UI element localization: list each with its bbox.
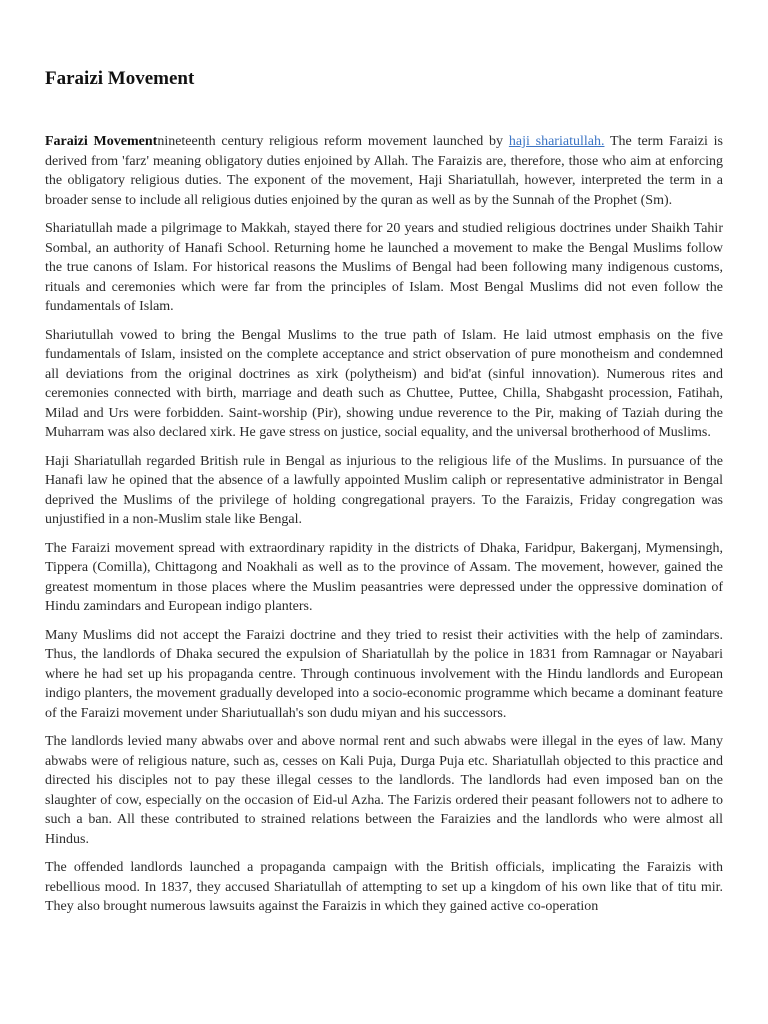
- paragraph-british-rule: Haji Shariatullah regarded British rule in Bengal as injurious to the religious life of the Muslims. In pursuance of the Hanafi law he opined that the absence of a lawfully appointed Muslim caliph or representative administrator in Bengal deprived the Muslims of the privilege of holding congregational prayers. To the Faraizis, Friday congregation was unjustified in a non-Muslim stale like Bengal.: [45, 453, 723, 527]
- article-title: Faraizi Movement: [45, 68, 195, 89]
- paragraph-propaganda: The offended landlords launched a propaganda campaign with the British officials, implicating the Faraizis with rebellious mood. In 1837, they accused Shariatullah of attempting to set up a kingdom of his own like that of titu mir. They also brought numerous lawsuits against the Faraizis in which they gained active co-operation: [45, 860, 723, 914]
- lead-term: Faraizi Movement: [45, 134, 158, 149]
- intro-text-before-link: nineteenth century religious reform movement launched by: [157, 134, 509, 149]
- haji-shariatullah-link[interactable]: haji shariatullah.: [508, 134, 605, 149]
- paragraph-abwabs: The landlords levied many abwabs over and above normal rent and such abwabs were illegal in the eyes of law. Many abwabs were of religious nature, such as, cesses on Kali Puja, Durga Puja etc. Shariatullah objected to this practice and directed his disciples not to pay these illegal cesses to the landlords. The landlords had even imposed ban on the slaughter of cow, especially on the occasion of Eid-ul Azha. The Farizis ordered their peasant followers not to adhere to such a ban. All these contributed to strained relations between the Faraizies and the landlords who were almost all Hindus.: [45, 734, 723, 847]
- paragraph-spread: The Faraizi movement spread with extraordinary rapidity in the districts of Dhaka, Faridpur, Bakerganj, Mymensingh, Tippera (Comilla), Chittagong and Noakhali as well as to the province of Assam. The movement, however, gained the greatest momentum in those places where the Muslim peasantries were depressed under the oppressive domination of Hindu zamindars and European indigo planters.: [45, 540, 723, 614]
- paragraph-resistance: Many Muslims did not accept the Faraizi doctrine and they tried to resist their activities with the help of zamindars. Thus, the landlords of Dhaka secured the expulsion of Shariatullah by the police in 1831 from Ramnagar or Nayabari where he had set up his propaganda centre. Through continuous involvement with the Hindu landlords and European indigo planters, the movement gradually developed into a socio-economic programme which became a dominant feature of the Faraizi movement under Shariutuallah's son dudu miyan and his successors.: [45, 627, 723, 721]
- paragraph-pilgrimage: Shariatullah made a pilgrimage to Makkah, stayed there for 20 years and studied religious doctrines under Shaikh Tahir Sombal, an authority of Hanafi School. Returning home he launched a movement to make the Bengal Muslims follow the true canons of Islam. For historical reasons the Muslims of Bengal had been following many indigenous customs, rituals and ceremonies which were far from the principles of Islam. Most Bengal Muslims did not even follow the fundamentals of Islam.: [45, 221, 723, 314]
- article-body: [45, 132, 723, 926]
- intro-paragraph: [45, 132, 723, 210]
- paragraph-true-path: Shariutullah vowed to bring the Bengal Muslims to the true path of Islam. He laid utmost emphasis on the five fundamentals of Islam, insisted on the complete acceptance and strict observation of pure monotheism and condemned all deviations from the original doctrines as xirk (polytheism) and bid'at (sinful innovation). Numerous rites and ceremonies connected with birth, marriage and death such as Chuttee, Puttee, Chilla, Shabgasht procession, Fatihah, Milad and Urs were forbidden. Saint-worship (Pir), showing undue reverence to the Pir, making of Taziah during the Muharram was also declared xirk. He gave stress on justice, social equality, and the universal brotherhood of Muslims.: [45, 327, 723, 440]
- intro-text-after-link: The term Faraizi is derived from 'farz' meaning obligatory duties enjoined by Allah. The Faraizis are, therefore, those who aim at enforcing the obligatory religious duties. The exponent of the movement, Haji Shariatullah, however, interpreted the term in a broader sense to include all religious duties enjoined by the quran as well as by the Sunnah of the Prophet (Sm).: [45, 134, 724, 208]
